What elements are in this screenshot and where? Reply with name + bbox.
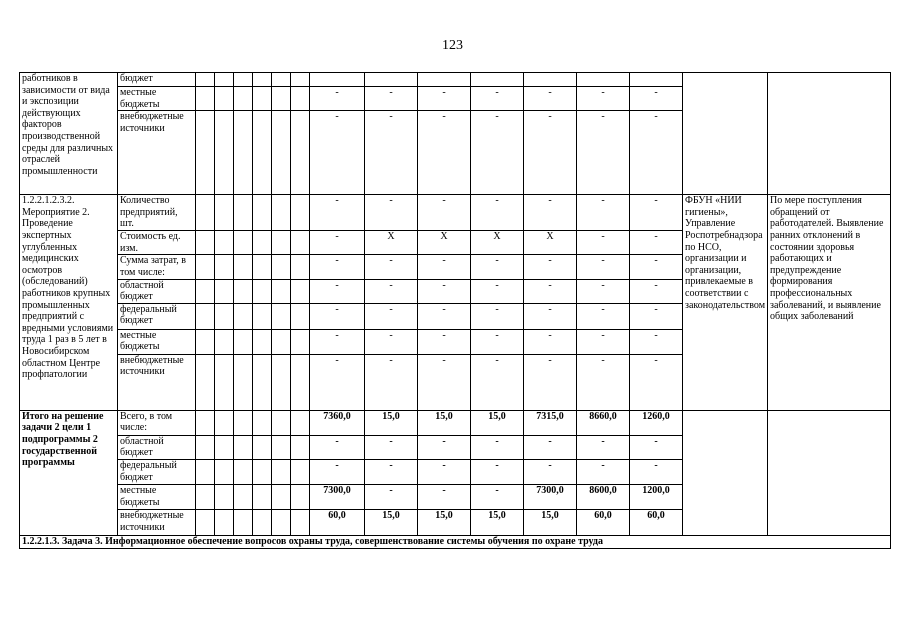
value-cell: - <box>471 195 524 231</box>
value-cell: - <box>524 435 577 459</box>
value-cell: - <box>365 354 418 410</box>
empty-cell <box>272 195 291 231</box>
empty-cell <box>196 279 215 303</box>
value-cell: - <box>471 354 524 410</box>
empty-cell <box>291 87 310 111</box>
empty-cell <box>234 329 253 354</box>
value-cell: 15,0 <box>471 410 524 435</box>
value-cell: - <box>418 255 471 279</box>
empty-cell <box>272 111 291 195</box>
empty-cell <box>253 435 272 459</box>
page-number: 123 <box>442 38 463 53</box>
empty-cell <box>253 279 272 303</box>
empty-cell <box>291 459 310 484</box>
value-cell: - <box>310 354 365 410</box>
empty-cell <box>234 231 253 255</box>
empty-cell <box>234 303 253 329</box>
indicator-label-cell: Сумма затрат, в том числе: <box>118 255 196 279</box>
value-cell: 15,0 <box>418 410 471 435</box>
empty-cell <box>234 87 253 111</box>
empty-cell <box>215 435 234 459</box>
empty-cell <box>272 410 291 435</box>
value-cell: 1260,0 <box>630 410 683 435</box>
empty-cell <box>272 279 291 303</box>
empty-cell <box>215 255 234 279</box>
value-cell: - <box>418 111 471 195</box>
empty-cell <box>196 329 215 354</box>
empty-cell <box>234 459 253 484</box>
empty-cell <box>196 484 215 509</box>
empty-cell <box>291 255 310 279</box>
value-cell: - <box>577 354 630 410</box>
empty-cell <box>253 354 272 410</box>
value-cell <box>365 73 418 87</box>
empty-cell <box>215 509 234 535</box>
value-cell: - <box>418 195 471 231</box>
empty-cell <box>272 87 291 111</box>
empty-cell <box>253 329 272 354</box>
empty-cell <box>272 255 291 279</box>
value-cell: X <box>365 231 418 255</box>
empty-cell <box>272 484 291 509</box>
value-cell: - <box>365 459 418 484</box>
empty-cell <box>768 73 891 195</box>
empty-cell <box>272 329 291 354</box>
empty-cell <box>253 410 272 435</box>
empty-cell <box>291 111 310 195</box>
measure-name-cell: Итого на решение задачи 2 цели 1 подпрограммы 2 государственной программы <box>20 410 118 535</box>
empty-cell <box>215 459 234 484</box>
empty-cell <box>215 195 234 231</box>
value-cell: - <box>630 255 683 279</box>
executor-cell: ФБУН «НИИ гигиены», Управление Роспотребнадзора по НСО, организации и организации, привлекаемые в соответствии с законодательством <box>683 195 768 411</box>
value-cell: - <box>365 255 418 279</box>
empty-cell <box>196 195 215 231</box>
empty-cell <box>234 255 253 279</box>
indicator-label-cell: областной бюджет <box>118 279 196 303</box>
value-cell: 7360,0 <box>310 410 365 435</box>
value-cell: - <box>577 87 630 111</box>
value-cell: - <box>577 231 630 255</box>
value-cell: - <box>524 354 577 410</box>
value-cell: - <box>577 435 630 459</box>
value-cell: - <box>418 435 471 459</box>
value-cell: 15,0 <box>418 509 471 535</box>
indicator-label-cell: местные бюджеты <box>118 329 196 354</box>
empty-cell <box>291 73 310 87</box>
empty-cell <box>196 231 215 255</box>
value-cell: - <box>418 303 471 329</box>
empty-cell <box>215 87 234 111</box>
empty-cell <box>234 73 253 87</box>
value-cell: - <box>310 459 365 484</box>
indicator-label-cell: Количество предприятий, шт. <box>118 195 196 231</box>
empty-cell <box>234 279 253 303</box>
empty-cell <box>215 484 234 509</box>
value-cell: - <box>577 111 630 195</box>
indicator-label-cell: Стоимость ед. изм. <box>118 231 196 255</box>
empty-cell <box>234 354 253 410</box>
empty-cell <box>768 410 891 535</box>
indicator-label-cell: Всего, в том числе: <box>118 410 196 435</box>
empty-cell <box>215 329 234 354</box>
empty-cell <box>253 111 272 195</box>
value-cell: - <box>524 303 577 329</box>
empty-cell <box>272 231 291 255</box>
value-cell: 15,0 <box>524 509 577 535</box>
value-cell: 7300,0 <box>524 484 577 509</box>
empty-cell <box>196 111 215 195</box>
empty-cell <box>234 111 253 195</box>
value-cell: - <box>471 279 524 303</box>
empty-cell <box>253 484 272 509</box>
empty-cell <box>196 435 215 459</box>
value-cell: - <box>365 87 418 111</box>
value-cell: - <box>577 303 630 329</box>
empty-cell <box>253 509 272 535</box>
empty-cell <box>215 279 234 303</box>
expected-result-cell: По мере поступления обращений от работодателей. Выявление ранних отклонений в состоянии здоровья работающих и предупреждение формирования профессиональных заболеваний, и выявление общих заболеваний <box>768 195 891 411</box>
value-cell: - <box>471 255 524 279</box>
value-cell: - <box>310 329 365 354</box>
value-cell: - <box>524 279 577 303</box>
empty-cell <box>196 303 215 329</box>
empty-cell <box>215 303 234 329</box>
value-cell: X <box>524 231 577 255</box>
value-cell: - <box>471 87 524 111</box>
value-cell: 1200,0 <box>630 484 683 509</box>
value-cell: - <box>577 329 630 354</box>
empty-cell <box>291 435 310 459</box>
value-cell: - <box>418 329 471 354</box>
empty-cell <box>253 303 272 329</box>
value-cell <box>577 73 630 87</box>
indicator-label-cell: внебюджетные источники <box>118 111 196 195</box>
value-cell: 8660,0 <box>577 410 630 435</box>
value-cell: - <box>630 231 683 255</box>
empty-cell <box>215 410 234 435</box>
empty-cell <box>196 73 215 87</box>
value-cell: 15,0 <box>365 509 418 535</box>
value-cell: - <box>524 255 577 279</box>
value-cell: - <box>310 111 365 195</box>
empty-cell <box>215 354 234 410</box>
indicator-label-cell: федеральный бюджет <box>118 303 196 329</box>
value-cell <box>630 73 683 87</box>
value-cell: - <box>630 111 683 195</box>
value-cell: - <box>471 329 524 354</box>
empty-cell <box>253 231 272 255</box>
value-cell <box>418 73 471 87</box>
empty-cell <box>291 231 310 255</box>
empty-cell <box>272 509 291 535</box>
value-cell: - <box>365 303 418 329</box>
value-cell: - <box>630 279 683 303</box>
empty-cell <box>234 484 253 509</box>
empty-cell <box>234 410 253 435</box>
empty-cell <box>253 87 272 111</box>
indicator-label-cell: внебюджетные источники <box>118 509 196 535</box>
empty-cell <box>253 459 272 484</box>
value-cell: - <box>418 87 471 111</box>
value-cell <box>310 73 365 87</box>
measure-name-cell: работников в зависимости от вида и экспозиции действующих факторов производственной среды для различных отраслей промышленности <box>20 73 118 195</box>
value-cell <box>471 73 524 87</box>
empty-cell <box>196 509 215 535</box>
value-cell: - <box>630 435 683 459</box>
value-cell: - <box>577 255 630 279</box>
empty-cell <box>253 255 272 279</box>
value-cell: X <box>418 231 471 255</box>
value-cell: 7300,0 <box>310 484 365 509</box>
empty-cell <box>291 195 310 231</box>
value-cell: - <box>577 279 630 303</box>
task3-heading: 1.2.2.1.3. Задача 3. Информационное обеспечение вопросов охраны труда, совершенствование системы обучения по охране труда <box>20 535 891 548</box>
program-table <box>19 72 891 549</box>
value-cell: 15,0 <box>471 509 524 535</box>
value-cell: - <box>471 111 524 195</box>
value-cell: - <box>577 195 630 231</box>
value-cell: - <box>630 459 683 484</box>
empty-cell <box>683 73 768 195</box>
table-row <box>20 410 891 435</box>
indicator-label-cell: местные бюджеты <box>118 484 196 509</box>
value-cell: - <box>524 459 577 484</box>
empty-cell <box>253 73 272 87</box>
value-cell: - <box>524 195 577 231</box>
value-cell: 60,0 <box>577 509 630 535</box>
table-row <box>20 73 891 87</box>
empty-cell <box>196 459 215 484</box>
value-cell: 15,0 <box>365 410 418 435</box>
value-cell: - <box>365 195 418 231</box>
value-cell: - <box>524 87 577 111</box>
table-body <box>20 73 891 549</box>
value-cell: - <box>471 303 524 329</box>
value-cell <box>524 73 577 87</box>
value-cell: - <box>310 435 365 459</box>
value-cell: 7315,0 <box>524 410 577 435</box>
empty-cell <box>291 509 310 535</box>
value-cell: - <box>310 255 365 279</box>
value-cell: - <box>630 329 683 354</box>
table-row <box>20 195 891 231</box>
value-cell: - <box>630 195 683 231</box>
indicator-label-cell: областной бюджет <box>118 435 196 459</box>
value-cell: - <box>365 329 418 354</box>
value-cell: - <box>630 354 683 410</box>
empty-cell <box>196 354 215 410</box>
value-cell: - <box>418 459 471 484</box>
value-cell: - <box>310 279 365 303</box>
value-cell: 60,0 <box>310 509 365 535</box>
value-cell: - <box>471 459 524 484</box>
empty-cell <box>291 329 310 354</box>
empty-cell <box>215 111 234 195</box>
empty-cell <box>196 410 215 435</box>
empty-cell <box>272 73 291 87</box>
empty-cell <box>215 231 234 255</box>
empty-cell <box>234 195 253 231</box>
empty-cell <box>272 459 291 484</box>
value-cell: - <box>630 87 683 111</box>
value-cell: - <box>577 459 630 484</box>
value-cell: - <box>471 484 524 509</box>
value-cell: - <box>310 195 365 231</box>
value-cell: - <box>418 354 471 410</box>
value-cell: - <box>310 87 365 111</box>
empty-cell <box>683 410 768 535</box>
empty-cell <box>272 303 291 329</box>
empty-cell <box>291 354 310 410</box>
value-cell: - <box>365 279 418 303</box>
empty-cell <box>291 303 310 329</box>
value-cell: - <box>310 231 365 255</box>
empty-cell <box>272 435 291 459</box>
empty-cell <box>215 73 234 87</box>
value-cell: 60,0 <box>630 509 683 535</box>
value-cell: - <box>365 484 418 509</box>
empty-cell <box>253 195 272 231</box>
value-cell: - <box>418 484 471 509</box>
value-cell: - <box>471 435 524 459</box>
value-cell: - <box>524 329 577 354</box>
value-cell: - <box>524 111 577 195</box>
value-cell: - <box>365 435 418 459</box>
empty-cell <box>234 435 253 459</box>
indicator-label-cell: федеральный бюджет <box>118 459 196 484</box>
empty-cell <box>291 484 310 509</box>
empty-cell <box>291 279 310 303</box>
indicator-label-cell: местные бюджеты <box>118 87 196 111</box>
measure-name-cell: 1.2.2.1.2.3.2. Мероприятие 2. Проведение экспертных углубленных медицинских осмотров (обследований) работников крупных промышленных предприятий с вредными условиями труда 1 раз в 5 лет в Новосибирском областном Центре профпатологии <box>20 195 118 411</box>
value-cell: X <box>471 231 524 255</box>
empty-cell <box>234 509 253 535</box>
value-cell: - <box>418 279 471 303</box>
indicator-label-cell: внебюджетные источники <box>118 354 196 410</box>
value-cell: 8600,0 <box>577 484 630 509</box>
value-cell: - <box>630 303 683 329</box>
empty-cell <box>196 87 215 111</box>
table-row <box>20 535 891 548</box>
indicator-label-cell: бюджет <box>118 73 196 87</box>
value-cell: - <box>365 111 418 195</box>
empty-cell <box>291 410 310 435</box>
value-cell: - <box>310 303 365 329</box>
empty-cell <box>196 255 215 279</box>
empty-cell <box>272 354 291 410</box>
